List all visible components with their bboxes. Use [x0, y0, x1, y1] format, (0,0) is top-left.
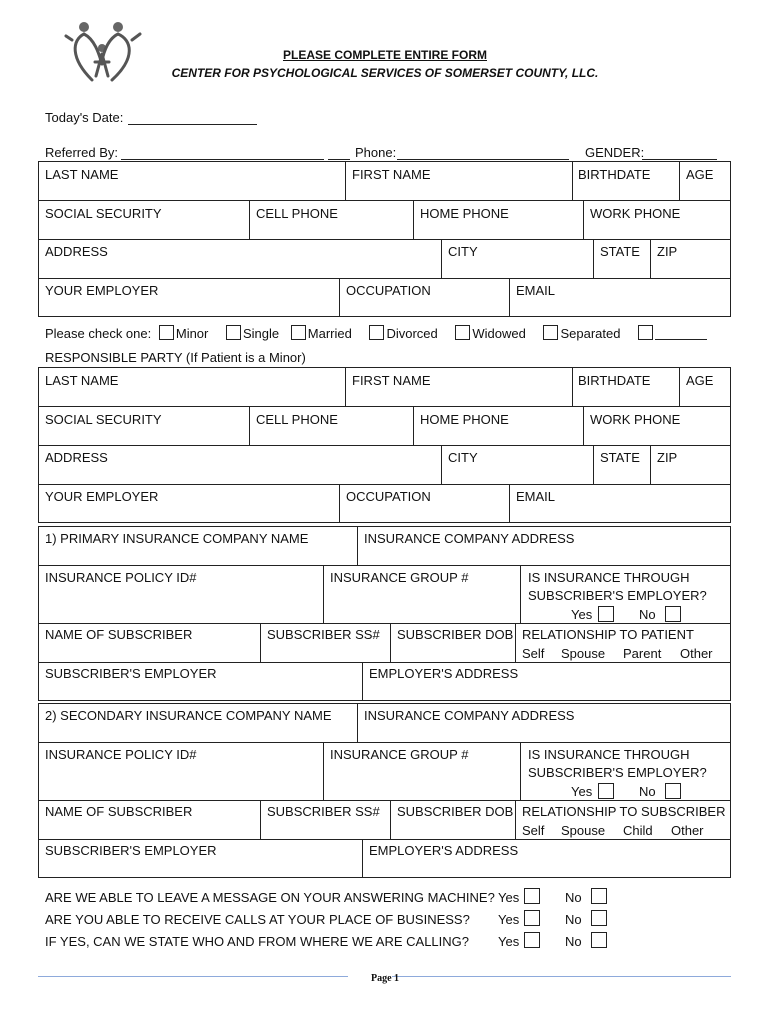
secondary-group-cell[interactable]: INSURANCE GROUP #: [330, 747, 469, 762]
work-phone-cell[interactable]: WORK PHONE: [590, 206, 681, 221]
col-line: [679, 367, 680, 406]
row-line: [38, 445, 731, 446]
col-line: [260, 623, 261, 662]
row-line: [38, 200, 731, 201]
secondary-yes-checkbox[interactable]: [598, 783, 614, 799]
col-line: [515, 623, 516, 662]
employer-cell[interactable]: YOUR EMPLOYER: [45, 489, 159, 504]
first-name-cell[interactable]: FIRST NAME: [352, 167, 431, 182]
birthdate-cell[interactable]: BIRTHDATE: [578, 167, 651, 182]
col-line: [593, 239, 594, 278]
last-name-cell[interactable]: LAST NAME: [45, 373, 119, 388]
city-cell[interactable]: CITY: [448, 450, 478, 465]
q2-no-label: No: [565, 912, 582, 927]
q2-yes-checkbox[interactable]: [524, 910, 540, 926]
secondary-subscriber-ss-cell[interactable]: SUBSCRIBER SS#: [267, 804, 380, 819]
divorced-checkbox[interactable]: [369, 325, 384, 340]
q1-no-label: No: [565, 890, 582, 905]
marital-status-row: [45, 325, 707, 341]
q1-yes-checkbox[interactable]: [524, 888, 540, 904]
other-status-field[interactable]: [655, 327, 707, 340]
form-instruction: PLEASE COMPLETE ENTIRE FORM: [282, 48, 487, 62]
row-line: [38, 565, 731, 566]
col-line: [323, 565, 324, 623]
social-security-cell[interactable]: SOCIAL SECURITY: [45, 206, 162, 221]
last-name-cell[interactable]: LAST NAME: [45, 167, 119, 182]
col-line: [413, 406, 414, 445]
email-cell[interactable]: EMAIL: [516, 283, 556, 298]
other-checkbox[interactable]: [638, 325, 653, 340]
rel-self-option[interactable]: Self: [522, 646, 545, 661]
rel-spouse-option[interactable]: Spouse: [561, 646, 606, 661]
occupation-cell[interactable]: OCCUPATION: [346, 283, 431, 298]
employer-cell[interactable]: YOUR EMPLOYER: [45, 283, 159, 298]
col-line: [345, 367, 346, 406]
col-line: [345, 161, 346, 200]
referred-by-label: Referred By:: [45, 145, 118, 160]
primary-through-label: IS INSURANCE THROUGH: [528, 570, 690, 585]
email-cell[interactable]: EMAIL: [516, 489, 556, 504]
col-line: [339, 484, 340, 523]
secondary-through-label-2: SUBSCRIBER'S EMPLOYER?: [528, 765, 707, 780]
primary-subscriber-name-cell[interactable]: NAME OF SUBSCRIBER: [45, 627, 193, 642]
work-phone-cell[interactable]: WORK PHONE: [590, 412, 681, 427]
address-cell[interactable]: ADDRESS: [45, 244, 108, 259]
row-line: [38, 406, 731, 407]
gender-label: GENDER:: [585, 145, 645, 160]
col-line: [260, 800, 261, 839]
row-line: [38, 278, 731, 279]
row-line: [38, 484, 731, 485]
minor-checkbox[interactable]: [159, 325, 174, 340]
secondary-subscriber-dob-cell[interactable]: SUBSCRIBER DOB: [397, 804, 514, 819]
secondary-relationship-label: RELATIONSHIP TO SUBSCRIBER: [522, 804, 726, 819]
cell-phone-cell[interactable]: CELL PHONE: [256, 206, 338, 221]
age-cell[interactable]: AGE: [686, 167, 714, 182]
q2-no-checkbox[interactable]: [591, 910, 607, 926]
col-line: [509, 278, 510, 317]
col-line: [413, 200, 414, 239]
married-label: Married: [307, 326, 352, 341]
primary-through-label-2: SUBSCRIBER'S EMPLOYER?: [528, 588, 707, 603]
primary-subscriber-dob-cell[interactable]: SUBSCRIBER DOB: [397, 627, 514, 642]
city-cell[interactable]: CITY: [448, 244, 478, 259]
rel-self-option[interactable]: Self: [522, 823, 545, 838]
state-cell[interactable]: STATE: [600, 450, 640, 465]
age-cell[interactable]: AGE: [686, 373, 714, 388]
col-line: [357, 703, 358, 742]
primary-relationship-label: RELATIONSHIP TO PATIENT: [522, 627, 694, 642]
col-line: [362, 662, 363, 701]
state-cell[interactable]: STATE: [600, 244, 640, 259]
marital-prompt: Please check one:: [45, 326, 152, 341]
row-line: [38, 800, 731, 801]
q2-yes-label: Yes: [498, 912, 520, 927]
q1-yes-label: Yes: [498, 890, 520, 905]
secondary-employer-address-cell[interactable]: EMPLOYER'S ADDRESS: [369, 843, 519, 858]
q3-yes-checkbox[interactable]: [524, 932, 540, 948]
primary-policy-id-cell[interactable]: INSURANCE POLICY ID#: [45, 570, 197, 585]
question-answering-machine: ARE WE ABLE TO LEAVE A MESSAGE ON YOUR ANSWERING MACHINE?: [45, 890, 495, 905]
col-line: [441, 445, 442, 484]
separated-checkbox[interactable]: [543, 325, 558, 340]
primary-no-checkbox[interactable]: [665, 606, 681, 622]
col-line: [515, 800, 516, 839]
q3-no-label: No: [565, 934, 582, 949]
col-line: [357, 526, 358, 565]
col-line: [520, 565, 521, 623]
minor-label: Minor: [175, 326, 209, 341]
address-cell[interactable]: ADDRESS: [45, 450, 108, 465]
secondary-no-label: No: [639, 784, 656, 799]
divider: [328, 159, 350, 160]
zip-cell[interactable]: ZIP: [657, 244, 678, 259]
q3-no-checkbox[interactable]: [591, 932, 607, 948]
row-line: [38, 742, 731, 743]
col-line: [249, 406, 250, 445]
col-line: [509, 484, 510, 523]
primary-sub-employer-cell[interactable]: SUBSCRIBER'S EMPLOYER: [45, 666, 217, 681]
col-line: [520, 742, 521, 800]
primary-yes-label: Yes: [571, 607, 593, 622]
q3-yes-label: Yes: [498, 934, 520, 949]
divorced-label: Divorced: [386, 326, 438, 341]
primary-no-label: No: [639, 607, 656, 622]
first-name-cell[interactable]: FIRST NAME: [352, 373, 431, 388]
col-line: [650, 239, 651, 278]
social-security-cell[interactable]: SOCIAL SECURITY: [45, 412, 162, 427]
rel-other-option[interactable]: Other: [671, 823, 704, 838]
col-line: [323, 742, 324, 800]
primary-group-cell[interactable]: INSURANCE GROUP #: [330, 570, 469, 585]
col-line: [572, 367, 573, 406]
cell-phone-cell[interactable]: CELL PHONE: [256, 412, 338, 427]
widowed-checkbox[interactable]: [455, 325, 470, 340]
secondary-company-address-cell[interactable]: INSURANCE COMPANY ADDRESS: [364, 708, 575, 723]
primary-company-name-cell[interactable]: 1) PRIMARY INSURANCE COMPANY NAME: [45, 531, 309, 546]
todays-date-label: Today's Date:: [45, 110, 124, 125]
rel-spouse-option[interactable]: Spouse: [561, 823, 606, 838]
todays-date-field[interactable]: [128, 124, 257, 125]
rel-other-option[interactable]: Other: [680, 646, 713, 661]
col-line: [593, 445, 594, 484]
primary-subscriber-ss-cell[interactable]: SUBSCRIBER SS#: [267, 627, 380, 642]
col-line: [679, 161, 680, 200]
primary-yes-checkbox[interactable]: [598, 606, 614, 622]
col-line: [650, 445, 651, 484]
q1-no-checkbox[interactable]: [591, 888, 607, 904]
col-line: [339, 278, 340, 317]
secondary-policy-id-cell[interactable]: INSURANCE POLICY ID#: [45, 747, 197, 762]
birthdate-cell[interactable]: BIRTHDATE: [578, 373, 651, 388]
phone-label: Phone:: [355, 145, 397, 160]
secondary-sub-employer-cell[interactable]: SUBSCRIBER'S EMPLOYER: [45, 843, 217, 858]
separated-label: Separated: [560, 326, 621, 341]
widowed-label: Widowed: [472, 326, 526, 341]
row-line: [38, 839, 731, 840]
page-number: Page 1: [370, 973, 400, 984]
gender-field[interactable]: [642, 159, 717, 160]
row-line: [38, 623, 731, 624]
col-line: [362, 839, 363, 878]
responsible-party-label: RESPONSIBLE PARTY (If Patient is a Minor): [45, 350, 306, 365]
rel-parent-option[interactable]: Parent: [623, 646, 662, 661]
col-line: [390, 623, 391, 662]
col-line: [249, 200, 250, 239]
col-line: [390, 800, 391, 839]
primary-company-address-cell[interactable]: INSURANCE COMPANY ADDRESS: [364, 531, 575, 546]
col-line: [583, 406, 584, 445]
secondary-company-name-cell[interactable]: 2) SECONDARY INSURANCE COMPANY NAME: [45, 708, 332, 723]
home-phone-cell[interactable]: HOME PHONE: [420, 206, 509, 221]
col-line: [441, 239, 442, 278]
secondary-through-label: IS INSURANCE THROUGH: [528, 747, 690, 762]
primary-employer-address-cell[interactable]: EMPLOYER'S ADDRESS: [369, 666, 519, 681]
question-state-caller: IF YES, CAN WE STATE WHO AND FROM WHERE WE ARE CALLING?: [45, 934, 469, 949]
col-line: [583, 200, 584, 239]
rel-child-option[interactable]: Child: [623, 823, 653, 838]
single-checkbox[interactable]: [226, 325, 241, 340]
secondary-subscriber-name-cell[interactable]: NAME OF SUBSCRIBER: [45, 804, 193, 819]
secondary-no-checkbox[interactable]: [665, 783, 681, 799]
zip-cell[interactable]: ZIP: [657, 450, 678, 465]
single-label: Single: [243, 326, 280, 341]
row-line: [38, 239, 731, 240]
secondary-yes-label: Yes: [571, 784, 593, 799]
home-phone-cell[interactable]: HOME PHONE: [420, 412, 509, 427]
married-checkbox[interactable]: [291, 325, 306, 340]
row-line: [38, 662, 731, 663]
occupation-cell[interactable]: OCCUPATION: [346, 489, 431, 504]
question-business-calls: ARE YOU ABLE TO RECEIVE CALLS AT YOUR PLACE OF BUSINESS?: [45, 912, 470, 927]
practice-name: CENTER FOR PSYCHOLOGICAL SERVICES OF SOMERSET COUNTY, LLC.: [171, 66, 599, 80]
col-line: [572, 161, 573, 200]
phone-field[interactable]: [397, 159, 569, 160]
referred-by-field[interactable]: [121, 159, 324, 160]
